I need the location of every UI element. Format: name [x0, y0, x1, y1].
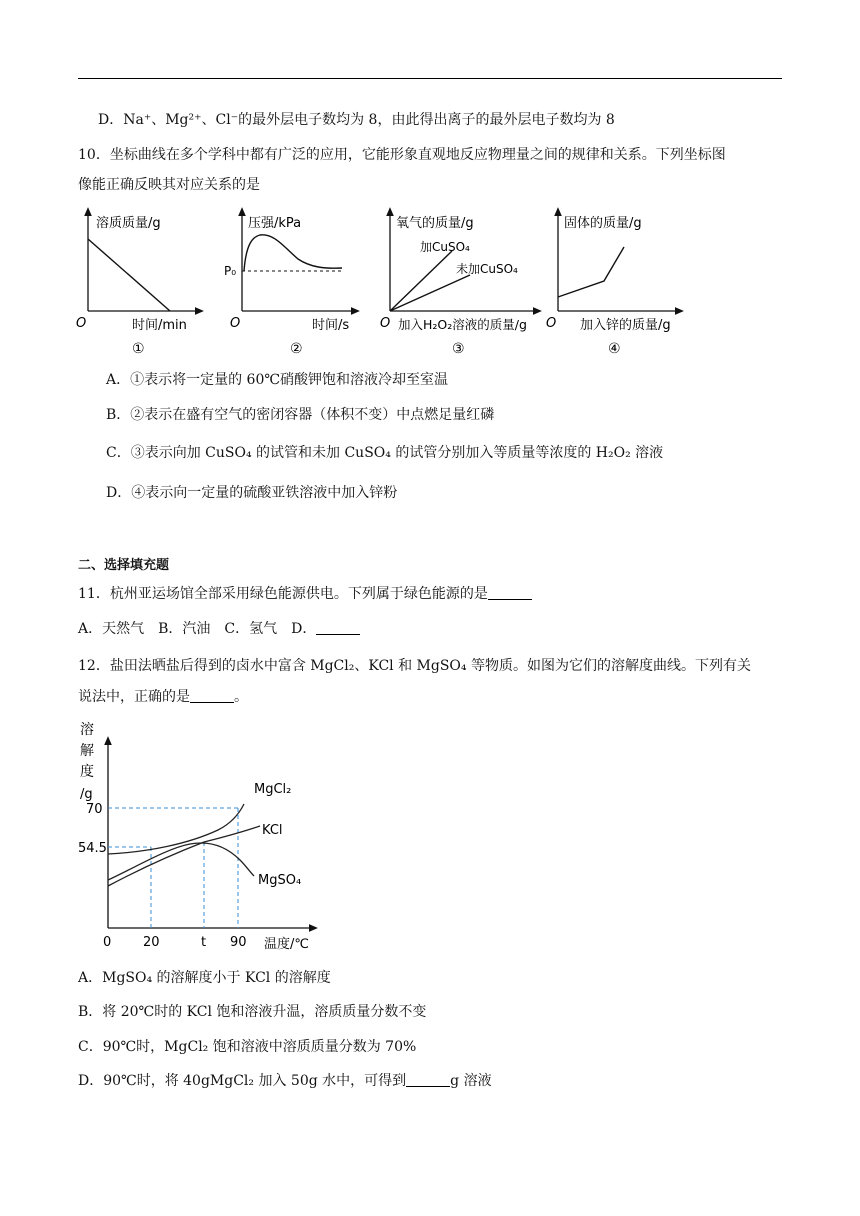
sol-ytick-54-5: 54.5 — [78, 841, 107, 856]
sol-curve-mgcl2 — [108, 804, 244, 854]
graph-4-ylabel: 固体的质量/g — [564, 216, 642, 231]
header-rule — [78, 78, 782, 79]
sol-xlabel: 温度/℃ — [264, 937, 309, 952]
sol-label-mgcl2: MgCl₂ — [254, 782, 292, 797]
graph-3-origin: O — [380, 316, 391, 331]
graph-3-line-catalyst — [390, 251, 452, 311]
sol-label-mgso4: MgSO₄ — [258, 873, 302, 888]
q12-stem-end: 。 — [234, 689, 248, 705]
graph-2-p0: P₀ — [224, 264, 237, 278]
graph-1-ylabel: 溶质质量/g — [96, 216, 161, 231]
q10-stem-line2: 像能正确反映其对应关系的是 — [78, 177, 260, 193]
graph-4-number: ④ — [608, 341, 621, 357]
q10-option-a: A．①表示将一定量的 60℃硝酸钾饱和溶液冷却至室温 — [106, 372, 449, 388]
sol-ylabel-3: 度 — [80, 764, 94, 780]
q10-option-d: D．④表示向一定量的硫酸亚铁溶液中加入锌粉 — [106, 485, 398, 501]
sol-xtick-20: 20 — [143, 935, 160, 950]
graph-2-xlabel: 时间/s — [312, 318, 350, 333]
q10-stem-line1: 10．坐标曲线在多个学科中都有广泛的应用，它能形象直观地反应物理量之间的规律和关系。下列坐标图 — [78, 147, 726, 163]
graph-1-origin: O — [76, 316, 87, 331]
q12-option-b: B．将 20℃时的 KCl 饱和溶液升温，溶质质量分数不变 — [78, 1004, 427, 1020]
q12-option-d-end: g 溶液 — [450, 1073, 492, 1089]
section-2-title: 二、选择填充题 — [78, 558, 170, 573]
sol-curve-kcl — [108, 826, 260, 886]
q10-graphs — [74, 205, 714, 365]
q12-stem-line1: 12．盐田法晒盐后得到的卤水中富含 MgCl₂、KCl 和 MgSO₄ 等物质。如图为它们的溶解度曲线。下列有关 — [78, 658, 751, 674]
q10-option-c: C．③表示向加 CuSO₄ 的试管和未加 CuSO₄ 的试管分别加入等质量等浓度的 H₂O₂ 溶液 — [106, 445, 664, 461]
q11-stem — [78, 584, 532, 604]
q11-options-text: A．天然气 B．汽油 C．氢气 D． — [78, 621, 317, 637]
graph-3-ylabel: 氧气的质量/g — [396, 216, 474, 231]
graph-3-label-no-catalyst: 未加CuSO₄ — [456, 262, 518, 276]
graph-1 — [76, 211, 200, 357]
graph-3-number: ③ — [452, 341, 465, 357]
graph-3-label-catalyst: 加CuSO₄ — [420, 240, 470, 254]
solubility-chart — [78, 718, 328, 954]
sol-xtick-t: t — [201, 935, 207, 950]
sol-ytick-70: 70 — [86, 802, 103, 817]
q10-option-b: B．②表示在盛有空气的密闭容器（体积不变）中点燃足量红磷 — [106, 407, 495, 423]
graph-1-number: ① — [132, 341, 145, 357]
graph-2-ylabel: 压强/kPa — [248, 216, 302, 231]
graph-2-number: ② — [290, 341, 303, 357]
sol-label-kcl: KCl — [262, 823, 283, 838]
q11-answer-blank[interactable] — [488, 585, 532, 600]
sol-ylabel-4: /g — [80, 787, 93, 802]
prev-option-d: D．Na⁺、Mg²⁺、Cl⁻的最外层电子数均为 8，由此得出离子的最外层电子数均为 8 — [98, 112, 615, 128]
sol-xtick-90: 90 — [230, 935, 247, 950]
q12-option-d — [78, 1071, 492, 1091]
graph-1-xlabel: 时间/min — [132, 318, 187, 333]
graph-4-line — [558, 247, 624, 297]
graph-2-curve — [244, 235, 342, 271]
q11-options — [78, 619, 360, 639]
sol-guides — [108, 808, 238, 928]
q12-stem-line2-text: 说法中，正确的是 — [78, 689, 190, 705]
q12-option-d-blank[interactable] — [406, 1072, 450, 1087]
graph-3-line-no-catalyst — [390, 275, 470, 311]
sol-ylabel-2: 解 — [80, 743, 94, 759]
q12-option-c: C．90℃时，MgCl₂ 饱和溶液中溶质质量分数为 70% — [78, 1039, 417, 1055]
graph-2-origin: O — [230, 316, 241, 331]
q12-stem-line2 — [78, 687, 248, 707]
q12-option-d-text: D．90℃时，将 40gMgCl₂ 加入 50g 水中，可得到 — [78, 1073, 407, 1089]
graph-4 — [546, 211, 680, 357]
graph-4-xlabel: 加入锌的质量/g — [580, 318, 671, 333]
graph-1-line — [88, 239, 170, 311]
q11-option-d-blank[interactable] — [316, 620, 360, 635]
sol-xtick-0: 0 — [103, 935, 112, 950]
q11-stem-text: 11．杭州亚运场馆全部采用绿色能源供电。下列属于绿色能源的是 — [78, 586, 488, 602]
graph-2 — [224, 211, 356, 357]
graph-3-xlabel: 加入H₂O₂溶液的质量/g — [398, 317, 527, 332]
q12-answer-blank[interactable] — [190, 688, 234, 703]
graph-3 — [380, 211, 538, 357]
sol-ylabel-1: 溶 — [80, 722, 94, 738]
graph-4-origin: O — [546, 316, 557, 331]
q12-option-a: A．MgSO₄ 的溶解度小于 KCl 的溶解度 — [78, 970, 331, 986]
